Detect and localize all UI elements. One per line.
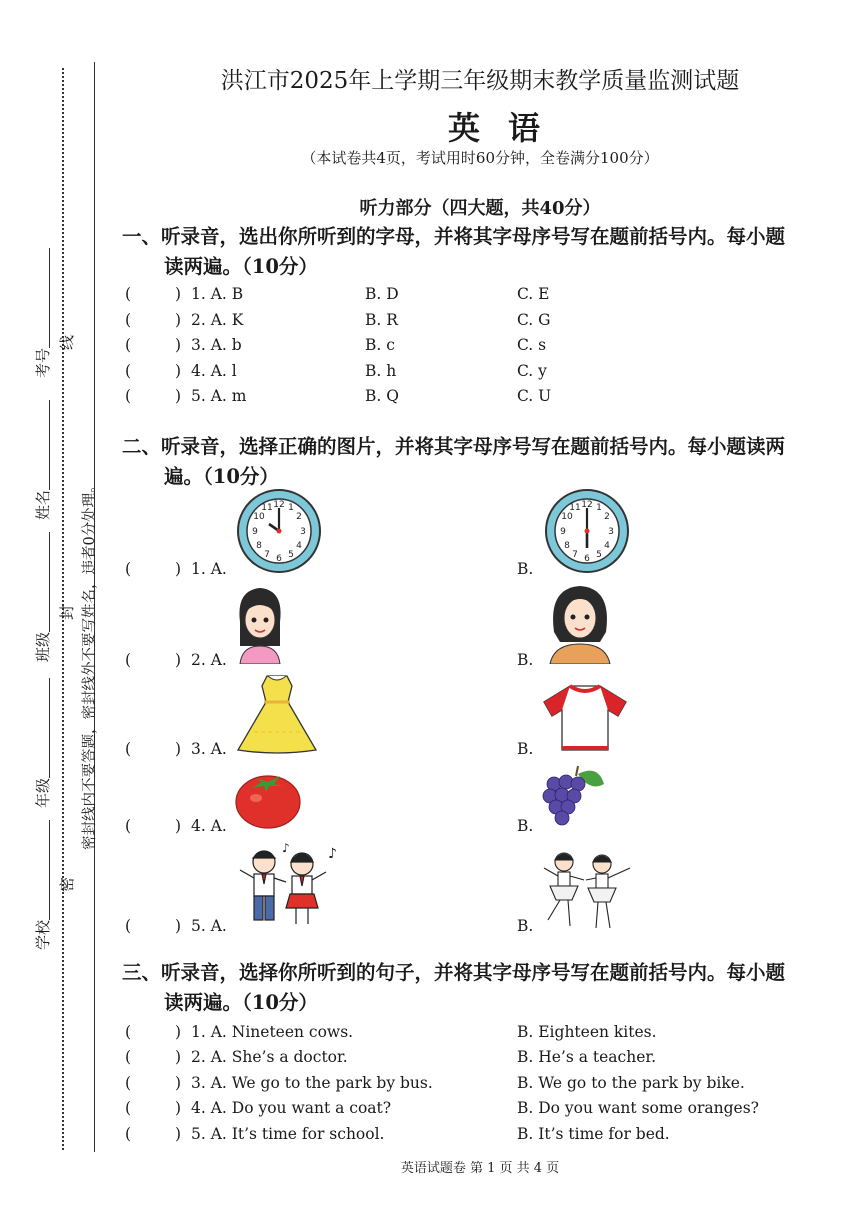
option-b: B. We go to the park by bike. [517, 1074, 745, 1092]
seal-mark-feng: 封 [58, 604, 76, 620]
woman-icon [542, 582, 618, 664]
svg-text:8: 8 [256, 541, 262, 551]
clock-icon [544, 488, 630, 574]
option-a: 1. A. B [191, 285, 244, 303]
section1-question-5: ( ) 5. A. m B. Q C. U [125, 387, 552, 405]
option-c: C. y [517, 362, 547, 380]
option-b: B. Do you want some oranges? [517, 1099, 759, 1117]
svg-text:2: 2 [296, 512, 302, 522]
option-b: B. Q [365, 387, 399, 405]
svg-text:4: 4 [296, 541, 302, 551]
svg-text:7: 7 [264, 550, 270, 560]
seal-mark-line: 线 [58, 334, 76, 350]
svg-text:5: 5 [596, 550, 602, 560]
option-b: B. D [365, 285, 399, 303]
exam-number-field[interactable]: 考号 [32, 248, 53, 378]
answer-bracket[interactable]: ( [125, 285, 132, 303]
answer-bracket[interactable]: ( [125, 311, 132, 329]
section3-question-2: ( ) 2. A. She’s a doctor. B. He’s a teacher. [125, 1048, 657, 1066]
girl-icon [234, 582, 286, 664]
answer-bracket[interactable]: ( [125, 1074, 132, 1092]
answer-bracket[interactable]: ( [125, 740, 132, 758]
svg-text:3: 3 [608, 527, 614, 537]
section1-question-2: ( ) 2. A. K B. R C. G [125, 311, 551, 329]
tomato-icon [234, 764, 302, 830]
svg-text:3: 3 [300, 527, 306, 537]
answer-bracket[interactable]: ( [125, 336, 132, 354]
answer-bracket[interactable]: ( [125, 651, 132, 669]
dress-icon [234, 672, 320, 754]
answer-bracket[interactable]: ( [125, 387, 132, 405]
part-title: 听力部分（四大题，共40分） [359, 198, 601, 219]
option-c: C. G [517, 311, 551, 329]
grapes-icon [540, 762, 606, 832]
exam-title: 洪江市2025年上学期三年级期末教学质量监测试题 [220, 68, 740, 94]
svg-text:11: 11 [569, 503, 581, 513]
option-b: B. R [365, 311, 398, 329]
svg-text:1: 1 [596, 503, 602, 513]
answer-bracket[interactable]: ( [125, 1048, 132, 1066]
svg-text:2: 2 [604, 512, 610, 522]
grade-field[interactable]: 年级 [32, 678, 53, 808]
answer-bracket[interactable]: ( [125, 1023, 132, 1041]
answer-bracket[interactable]: ( [125, 1099, 132, 1117]
section3-question-5: ( ) 5. A. It’s time for school. B. It’s time for bed. [125, 1125, 670, 1143]
section3-question-3: ( ) 3. A. We go to the park by bus. B. We go to the park by bike. [125, 1074, 745, 1092]
option-a: 5. A. It’s time for school. [191, 1125, 385, 1143]
svg-text:8: 8 [564, 541, 570, 551]
option-a: 3. A. b [191, 336, 242, 354]
section1-question-1: ( ) 1. A. B B. D C. E [125, 285, 550, 303]
subject-title: 英语 [447, 109, 568, 147]
answer-bracket[interactable]: ( [125, 817, 132, 835]
seal-line-notice: 密封线内不要答题，密封线外不要写姓名，违者0分处理。 [82, 478, 98, 850]
exam-info: （本试卷共4页，考试用时60分钟，全卷满分100分） [301, 149, 659, 167]
svg-text:♪: ♪ [328, 846, 337, 862]
option-a: 2. A. She’s a doctor. [191, 1048, 348, 1066]
section2-heading: 二、听录音，选择正确的图片，并将其字母序号写在题前括号内。每小题读两 遍。（10分） [122, 435, 786, 488]
svg-text:6: 6 [276, 554, 282, 564]
option-a: 3. A. We go to the park by bus. [191, 1074, 433, 1092]
option-a: 1. A. Nineteen cows. [191, 1023, 354, 1041]
svg-text:♪: ♪ [282, 841, 290, 855]
option-b: B. It’s time for bed. [517, 1125, 670, 1143]
answer-bracket[interactable]: ( [125, 560, 132, 578]
option-b: B. He’s a teacher. [517, 1048, 657, 1066]
svg-text:10: 10 [253, 512, 265, 522]
section1-question-4: ( ) 4. A. l B. h C. y [125, 362, 547, 380]
clock-icon [236, 488, 322, 574]
option-b: B. Eighteen kites. [517, 1023, 657, 1041]
singing-kids-icon [234, 840, 344, 934]
page-footer: 英语试题卷 第 1 页 共 4 页 [400, 1161, 560, 1176]
svg-text:6: 6 [584, 554, 590, 564]
dancing-kids-icon [540, 846, 636, 934]
svg-text:11: 11 [261, 503, 273, 513]
option-b: B. h [365, 362, 397, 380]
svg-text:12: 12 [273, 500, 285, 510]
svg-text:10: 10 [561, 512, 573, 522]
answer-bracket[interactable]: ( [125, 362, 132, 380]
section3-question-1: ( ) 1. A. Nineteen cows. B. Eighteen kites. [125, 1023, 657, 1041]
option-c: C. s [517, 336, 547, 354]
option-a: 5. A. m [191, 387, 247, 405]
answer-bracket[interactable]: ( [125, 1125, 132, 1143]
svg-text:12: 12 [581, 500, 593, 510]
seal-mark-mi: 密 [58, 876, 76, 892]
option-a: 4. A. l [191, 362, 237, 380]
option-a: 4. A. Do you want a coat? [191, 1099, 392, 1117]
svg-text:7: 7 [572, 550, 578, 560]
option-c: C. E [517, 285, 550, 303]
svg-text:1: 1 [288, 503, 294, 513]
svg-text:9: 9 [560, 527, 566, 537]
school-field[interactable]: 学校 [32, 820, 53, 950]
section3-heading: 三、听录音，选择你所听到的句子，并将其字母序号写在题前括号内。每小题 读两遍。（10分） [122, 961, 786, 1014]
svg-text:5: 5 [288, 550, 294, 560]
class-field[interactable]: 班级 [32, 532, 53, 662]
name-field[interactable]: 姓名 [32, 400, 53, 520]
option-c: C. U [517, 387, 552, 405]
option-b: B. c [365, 336, 395, 354]
option-a: 2. A. K [191, 311, 244, 329]
answer-bracket[interactable]: ( [125, 917, 132, 935]
section1-question-3: ( ) 3. A. b B. c C. s [125, 336, 547, 354]
svg-text:9: 9 [252, 527, 258, 537]
section3-question-4: ( ) 4. A. Do you want a coat? B. Do you want some oranges? [125, 1099, 759, 1117]
section1-heading: 一、听录音，选出你所听到的字母，并将其字母序号写在题前括号内。每小题 读两遍。（10分） [122, 225, 786, 278]
tshirt-icon [542, 682, 628, 754]
svg-text:4: 4 [604, 541, 610, 551]
